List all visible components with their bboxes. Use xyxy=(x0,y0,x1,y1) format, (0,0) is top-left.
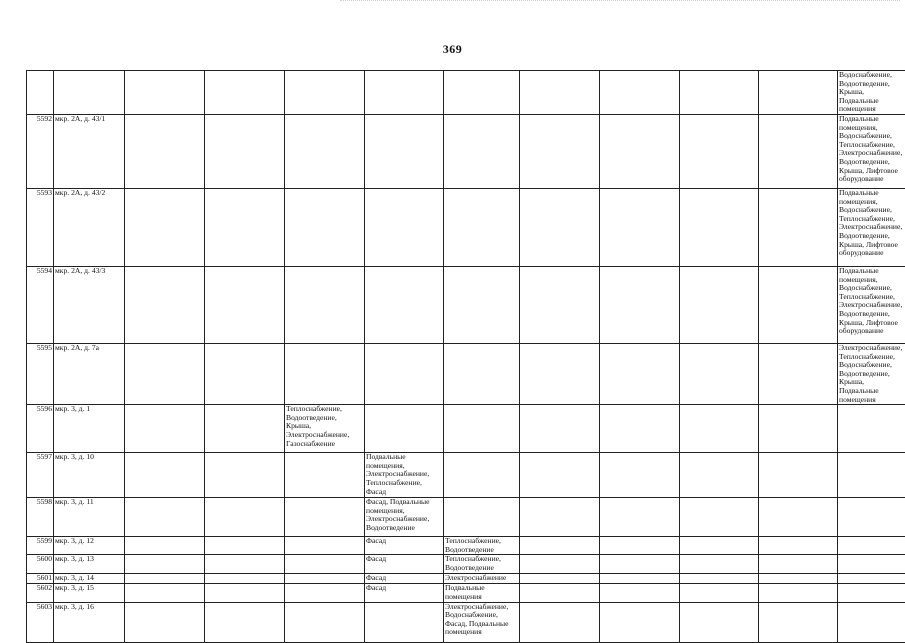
empty-cell xyxy=(125,555,205,574)
empty-cell xyxy=(205,405,285,453)
works-cell xyxy=(444,266,520,343)
works-cell xyxy=(838,555,905,574)
empty-cell xyxy=(759,405,838,453)
works-cell xyxy=(365,405,444,453)
empty-cell xyxy=(600,343,680,404)
works-cell: Водоснабжение, Водоотведение, Крыша, Подвальные помещения xyxy=(838,71,905,115)
empty-cell xyxy=(600,602,680,642)
empty-cell xyxy=(600,584,680,602)
empty-cell xyxy=(600,405,680,453)
empty-cell xyxy=(205,602,285,642)
row-number: 5595 xyxy=(27,343,54,404)
row-number: 5592 xyxy=(27,114,54,188)
empty-cell xyxy=(680,188,759,266)
empty-cell xyxy=(759,555,838,574)
empty-cell xyxy=(600,498,680,537)
works-cell xyxy=(285,498,365,537)
empty-cell xyxy=(680,405,759,453)
empty-cell xyxy=(125,537,205,555)
empty-cell xyxy=(520,537,600,555)
empty-cell xyxy=(680,555,759,574)
empty-cell xyxy=(205,584,285,602)
works-cell: Подвальные помещения, Водоснабжение, Теплоснабжение, Электроснабжение, Водоотведение, Крыша, Лифтовое оборудование xyxy=(838,266,905,343)
empty-cell xyxy=(125,343,205,404)
table-row xyxy=(27,584,905,602)
works-cell xyxy=(365,602,444,642)
empty-cell xyxy=(759,584,838,602)
empty-cell xyxy=(125,266,205,343)
empty-cell xyxy=(680,498,759,537)
empty-cell xyxy=(680,343,759,404)
address-cell: мкр. 3, д. 14 xyxy=(54,574,125,584)
works-cell xyxy=(444,114,520,188)
empty-cell xyxy=(125,602,205,642)
row-number: 5598 xyxy=(27,498,54,537)
empty-cell xyxy=(520,71,600,115)
works-cell xyxy=(838,584,905,602)
empty-cell xyxy=(520,498,600,537)
empty-cell xyxy=(205,574,285,584)
empty-cell xyxy=(759,188,838,266)
empty-cell xyxy=(680,574,759,584)
works-cell: Подвальные помещения, Водоснабжение, Теплоснабжение, Электроснабжение, Водоотведение, Крыша, Лифтовое оборудование xyxy=(838,188,905,266)
table-row xyxy=(27,453,905,498)
scan-artifact-line xyxy=(340,0,900,4)
works-cell xyxy=(838,602,905,642)
table-row xyxy=(27,71,905,115)
works-cell xyxy=(365,343,444,404)
empty-cell xyxy=(680,71,759,115)
works-cell xyxy=(838,537,905,555)
empty-cell xyxy=(520,574,600,584)
row-number: 5593 xyxy=(27,188,54,266)
address-cell: мкр. 3, д. 12 xyxy=(54,537,125,555)
works-cell xyxy=(285,114,365,188)
table-row xyxy=(27,343,905,404)
address-cell: мкр. 2А, д. 43/2 xyxy=(54,188,125,266)
works-cell: Теплоснабжение, Водоотведение, Крыша, Электроснабжение, Газоснабжение xyxy=(285,405,365,453)
works-cell: Теплоснабжение, Водоотведение xyxy=(444,555,520,574)
repair-schedule-table xyxy=(26,70,905,643)
empty-cell xyxy=(205,71,285,115)
works-cell: Фасад, Подвальные помещения, Электроснабжение, Водоотведение xyxy=(365,498,444,537)
empty-cell xyxy=(125,405,205,453)
works-cell xyxy=(444,498,520,537)
works-cell xyxy=(285,266,365,343)
row-number xyxy=(27,71,54,115)
row-number: 5601 xyxy=(27,574,54,584)
works-cell xyxy=(444,453,520,498)
empty-cell xyxy=(520,188,600,266)
works-cell xyxy=(285,343,365,404)
empty-cell xyxy=(205,188,285,266)
empty-cell xyxy=(680,584,759,602)
empty-cell xyxy=(520,584,600,602)
row-number: 5599 xyxy=(27,537,54,555)
address-cell xyxy=(54,71,125,115)
address-cell: мкр. 3, д. 11 xyxy=(54,498,125,537)
table-row xyxy=(27,114,905,188)
address-cell: мкр. 2А, д. 43/1 xyxy=(54,114,125,188)
empty-cell xyxy=(520,602,600,642)
empty-cell xyxy=(759,602,838,642)
address-cell: мкр. 2А, д. 7а xyxy=(54,343,125,404)
empty-cell xyxy=(205,537,285,555)
works-cell xyxy=(444,343,520,404)
empty-cell xyxy=(205,555,285,574)
empty-cell xyxy=(600,266,680,343)
empty-cell xyxy=(600,71,680,115)
empty-cell xyxy=(520,266,600,343)
works-cell xyxy=(365,266,444,343)
works-cell: Фасад xyxy=(365,537,444,555)
empty-cell xyxy=(520,343,600,404)
table-body xyxy=(27,71,905,643)
works-cell xyxy=(285,537,365,555)
empty-cell xyxy=(125,584,205,602)
empty-cell xyxy=(759,343,838,404)
empty-cell xyxy=(680,602,759,642)
empty-cell xyxy=(520,555,600,574)
works-cell xyxy=(444,405,520,453)
works-cell xyxy=(365,114,444,188)
row-number: 5603 xyxy=(27,602,54,642)
empty-cell xyxy=(600,555,680,574)
row-number: 5600 xyxy=(27,555,54,574)
works-cell xyxy=(444,188,520,266)
table-row xyxy=(27,405,905,453)
works-cell xyxy=(838,498,905,537)
empty-cell xyxy=(520,405,600,453)
empty-cell xyxy=(125,453,205,498)
works-cell xyxy=(285,453,365,498)
works-cell xyxy=(838,453,905,498)
row-number: 5596 xyxy=(27,405,54,453)
works-cell xyxy=(365,71,444,115)
empty-cell xyxy=(600,114,680,188)
works-cell: Подвальные помещения xyxy=(444,584,520,602)
empty-cell xyxy=(520,114,600,188)
empty-cell xyxy=(125,498,205,537)
empty-cell xyxy=(759,537,838,555)
empty-cell xyxy=(680,453,759,498)
works-cell xyxy=(838,574,905,584)
address-cell: мкр. 3, д. 15 xyxy=(54,584,125,602)
empty-cell xyxy=(680,114,759,188)
empty-cell xyxy=(759,71,838,115)
table-row xyxy=(27,537,905,555)
works-cell xyxy=(285,602,365,642)
empty-cell xyxy=(205,114,285,188)
works-cell: Фасад xyxy=(365,555,444,574)
table-row xyxy=(27,574,905,584)
row-number: 5594 xyxy=(27,266,54,343)
empty-cell xyxy=(680,266,759,343)
empty-cell xyxy=(520,453,600,498)
works-cell xyxy=(285,555,365,574)
empty-cell xyxy=(205,453,285,498)
row-number: 5602 xyxy=(27,584,54,602)
address-cell: мкр. 3, д. 1 xyxy=(54,405,125,453)
empty-cell xyxy=(759,266,838,343)
empty-cell xyxy=(205,343,285,404)
address-cell: мкр. 2А, д. 43/3 xyxy=(54,266,125,343)
empty-cell xyxy=(125,114,205,188)
row-number: 5597 xyxy=(27,453,54,498)
empty-cell xyxy=(680,537,759,555)
works-cell: Подвальные помещения, Электроснабжение, Теплоснабжение, Фасад xyxy=(365,453,444,498)
empty-cell xyxy=(759,114,838,188)
empty-cell xyxy=(600,574,680,584)
empty-cell xyxy=(125,188,205,266)
table-row xyxy=(27,602,905,642)
works-cell: Электроснабжение, Теплоснабжение, Водоснабжение, Водоотведение, Крыша, Подвальные помещения xyxy=(838,343,905,404)
page-number: 369 xyxy=(0,42,905,57)
works-cell xyxy=(285,584,365,602)
works-cell: Фасад xyxy=(365,584,444,602)
works-cell: Подвальные помещения, Водоснабжение, Теплоснабжение, Электроснабжение, Водоотведение, Крыша, Лифтовое оборудование xyxy=(838,114,905,188)
works-cell: Электроснабжение xyxy=(444,574,520,584)
works-cell xyxy=(365,188,444,266)
address-cell: мкр. 3, д. 16 xyxy=(54,602,125,642)
empty-cell xyxy=(205,266,285,343)
works-cell xyxy=(838,405,905,453)
empty-cell xyxy=(125,574,205,584)
empty-cell xyxy=(600,453,680,498)
table-row xyxy=(27,188,905,266)
works-cell: Электроснабжение, Водоснабжение, Фасад, Подвальные помещения xyxy=(444,602,520,642)
address-cell: мкр. 3, д. 13 xyxy=(54,555,125,574)
table-row xyxy=(27,498,905,537)
empty-cell xyxy=(205,498,285,537)
empty-cell xyxy=(759,453,838,498)
works-cell: Фасад xyxy=(365,574,444,584)
table-row xyxy=(27,266,905,343)
empty-cell xyxy=(600,188,680,266)
works-cell xyxy=(285,188,365,266)
address-cell: мкр. 3, д. 10 xyxy=(54,453,125,498)
empty-cell xyxy=(600,537,680,555)
works-cell xyxy=(285,574,365,584)
empty-cell xyxy=(759,498,838,537)
empty-cell xyxy=(759,574,838,584)
table-row xyxy=(27,555,905,574)
works-cell xyxy=(285,71,365,115)
empty-cell xyxy=(125,71,205,115)
works-cell: Теплоснабжение, Водоотведение xyxy=(444,537,520,555)
works-cell xyxy=(444,71,520,115)
